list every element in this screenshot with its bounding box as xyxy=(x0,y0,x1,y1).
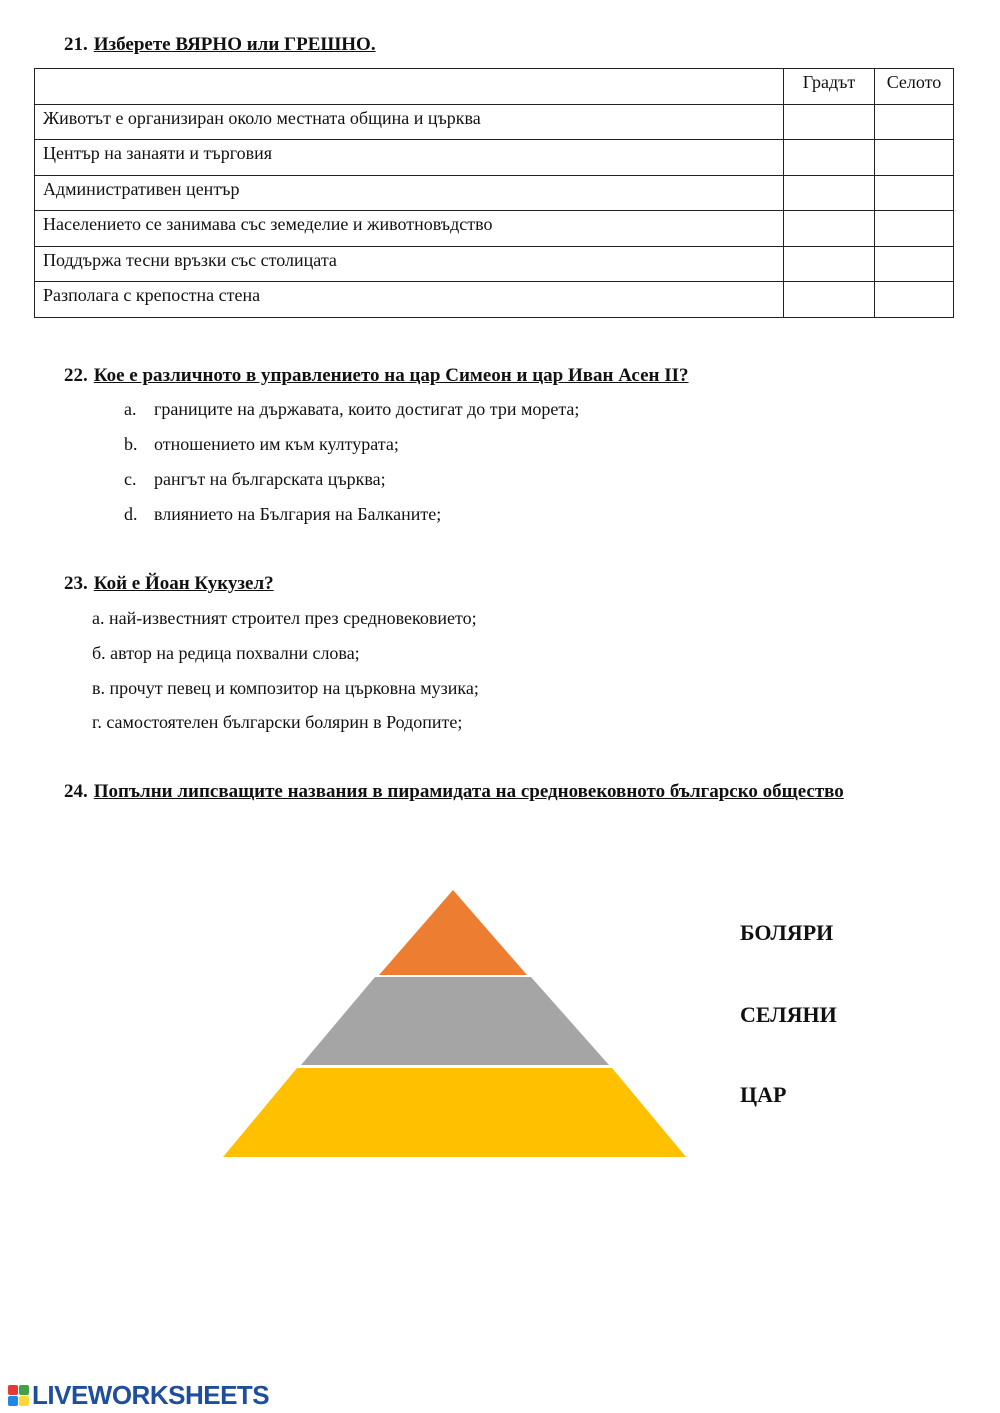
q23-option-d[interactable]: г. самостоятелен български болярин в Родопите; xyxy=(92,712,463,732)
city-answer-cell[interactable] xyxy=(784,282,875,318)
society-pyramid xyxy=(220,885,690,1160)
label-boyars[interactable]: БОЛЯРИ xyxy=(740,920,834,945)
q23-option-b[interactable]: б. автор на редица похвални слова; xyxy=(92,643,360,663)
table-row xyxy=(35,211,954,247)
q21-title: Изберете ВЯРНО или ГРЕШНО. xyxy=(93,34,376,55)
q22-option-d[interactable] xyxy=(124,504,441,525)
row-statement: Животът е организиран около местната община и църква xyxy=(35,104,784,140)
village-answer-cell[interactable] xyxy=(875,282,954,318)
q22-number: 22. xyxy=(64,365,88,386)
q23-title: Кой е Йоан Кукузел? xyxy=(93,573,274,594)
city-answer-cell[interactable] xyxy=(784,211,875,247)
option-text: границите на държавата, които достигат до три морета; xyxy=(154,399,580,419)
q22-title: Кое е различното в управлението на цар Симеон и цар Иван Асен II? xyxy=(93,365,689,386)
q22-option-c[interactable] xyxy=(124,469,386,490)
row-statement: Поддържа тесни връзки със столицата xyxy=(35,246,784,282)
option-letter: c. xyxy=(124,469,137,489)
option-text: рангът на българската църква; xyxy=(154,469,386,489)
header-city: Градът xyxy=(784,69,875,105)
table-header-row xyxy=(35,69,954,105)
q24-number: 24. xyxy=(64,781,88,802)
liveworksheets-logo xyxy=(8,1380,269,1410)
q23-option-a[interactable]: а. най-известният строител през средновековието; xyxy=(92,608,477,628)
brand-blocks-icon xyxy=(8,1385,29,1406)
option-letter: a. xyxy=(124,399,137,419)
header-village: Селото xyxy=(875,69,954,105)
q23-number: 23. xyxy=(64,573,88,594)
q22-option-a[interactable] xyxy=(124,399,579,420)
row-statement: Административен център xyxy=(35,175,784,211)
village-answer-cell[interactable] xyxy=(875,246,954,282)
city-answer-cell[interactable] xyxy=(784,104,875,140)
table-row xyxy=(35,140,954,176)
table-row xyxy=(35,282,954,318)
brand-text: LIVEWORKSHEETS xyxy=(32,1379,270,1410)
q22-option-b[interactable] xyxy=(124,434,399,455)
option-letter: d. xyxy=(124,504,138,524)
option-letter: b. xyxy=(124,434,138,454)
q22-heading xyxy=(64,365,689,387)
option-text: отношението им към културата; xyxy=(154,434,399,454)
row-statement: Населението се занимава със земеделие и животновъдство xyxy=(35,211,784,247)
label-tsar[interactable]: ЦАР xyxy=(740,1082,787,1107)
table-row xyxy=(35,175,954,211)
table-row xyxy=(35,104,954,140)
village-answer-cell[interactable] xyxy=(875,175,954,211)
q21-number: 21. xyxy=(64,34,88,55)
q24-title: Попълни липсващите названия в пирамидата на средновековното българско общество xyxy=(93,781,844,802)
label-peasants[interactable]: СЕЛЯНИ xyxy=(740,1002,837,1027)
true-false-table xyxy=(34,68,954,318)
q23-heading xyxy=(64,573,274,595)
village-answer-cell[interactable] xyxy=(875,211,954,247)
row-statement: Център на занаяти и търговия xyxy=(35,140,784,176)
village-answer-cell[interactable] xyxy=(875,104,954,140)
q21-heading xyxy=(64,34,376,56)
q24-heading xyxy=(64,781,844,803)
village-answer-cell[interactable] xyxy=(875,140,954,176)
header-empty-cell xyxy=(35,69,784,105)
table-row xyxy=(35,246,954,282)
q23-option-c[interactable]: в. прочут певец и композитор на църковна музика; xyxy=(92,678,479,698)
pyramid-top-tier[interactable] xyxy=(379,890,527,975)
city-answer-cell[interactable] xyxy=(784,175,875,211)
option-text: влиянието на България на Балканите; xyxy=(154,504,442,524)
pyramid-middle-tier[interactable] xyxy=(301,977,609,1065)
city-answer-cell[interactable] xyxy=(784,246,875,282)
row-statement: Разполага с крепостна стена xyxy=(35,282,784,318)
pyramid-bottom-tier[interactable] xyxy=(223,1068,686,1157)
city-answer-cell[interactable] xyxy=(784,140,875,176)
